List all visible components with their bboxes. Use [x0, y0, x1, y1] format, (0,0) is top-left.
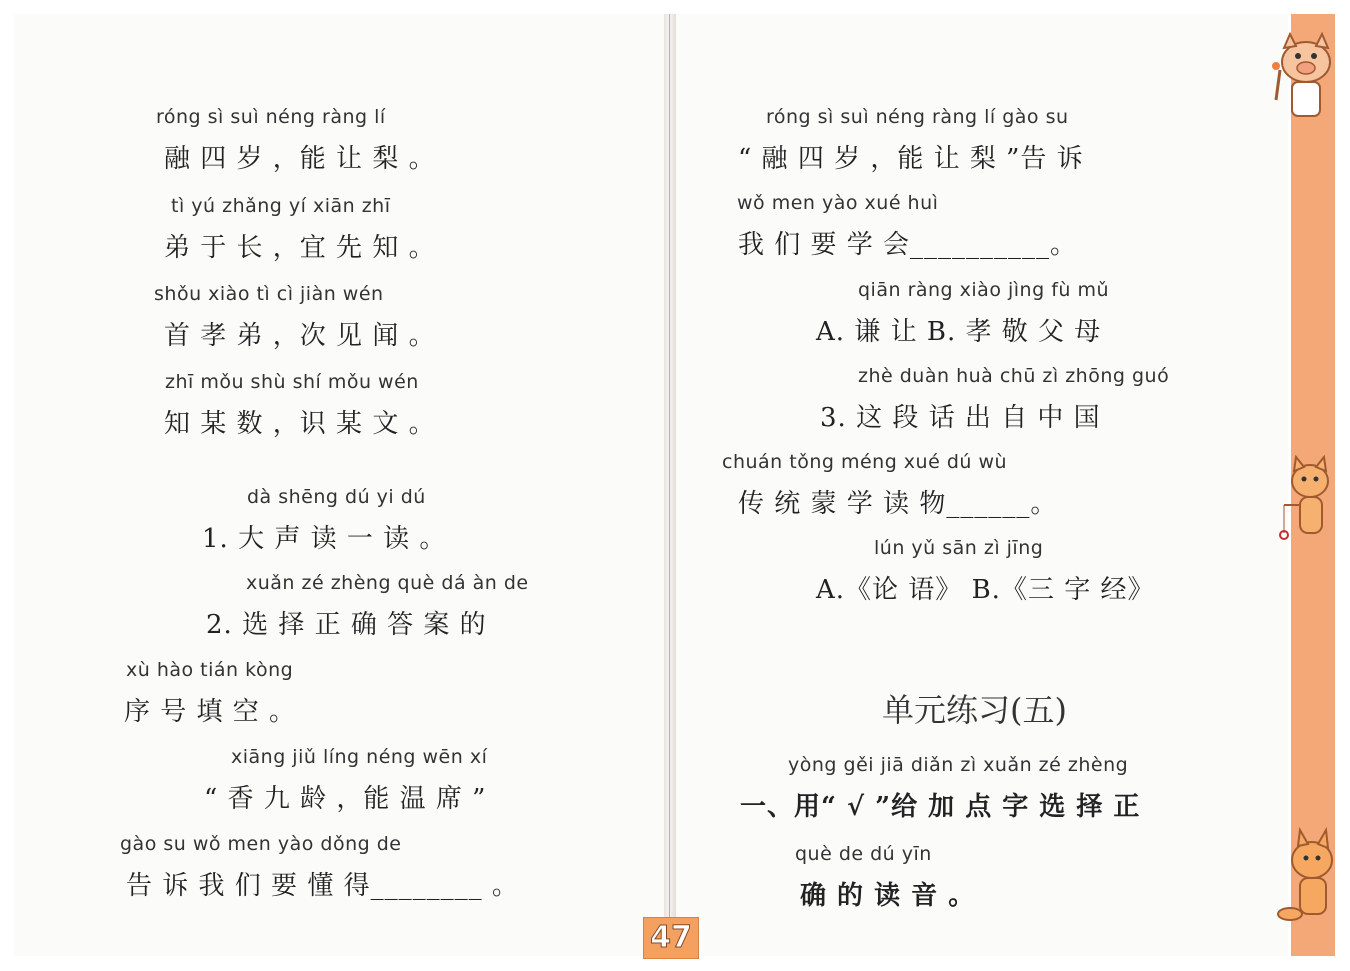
pinyin-line: xù hào tián kòng [126, 659, 294, 681]
section-title: 单元练习(五) [882, 691, 1067, 729]
question-3: 3. 这 段 话 出 自 中 国 [820, 403, 1101, 433]
fox-mascot-icon [1276, 826, 1342, 930]
pig-mascot-icon [1270, 30, 1342, 130]
pinyin-line: què de dú yīn [795, 843, 932, 865]
pinyin-line: gào su wǒ men yào dǒng de [120, 833, 402, 855]
exercise-instruction: 确 的 读 音 。 [800, 881, 976, 911]
hanzi-line: 弟 于 长 ，宜 先 知 。 [164, 233, 436, 263]
pinyin-line: tì yú zhǎng yí xiān zhī [171, 195, 391, 217]
pinyin-line: shǒu xiào tì cì jiàn wén [154, 283, 384, 305]
pinyin-line: róng sì suì néng ràng lí gào su [766, 106, 1069, 128]
choice-line: A.《论 语》 B.《三 字 经》 [816, 575, 1155, 605]
hanzi-line: 序 号 填 空 。 [124, 697, 297, 727]
cat-yoyo-mascot-icon [1278, 455, 1340, 555]
pinyin-line: zhè duàn huà chū zì zhōng guó [858, 365, 1170, 387]
pinyin-line: róng sì suì néng ràng lí [156, 106, 386, 128]
hanzi-line: “ 融 四 岁 ，能 让 梨 ”告 诉 [738, 144, 1084, 174]
hanzi-line: 融 四 岁 ，能 让 梨 。 [164, 144, 436, 174]
hanzi-line: 告 诉 我 们 要 懂 得________ 。 [126, 871, 519, 901]
book-gutter [664, 14, 676, 956]
hanzi-line: 首 孝 弟 ，次 见 闻 。 [164, 321, 436, 351]
choice-line: A. 谦 让 B. 孝 敬 父 母 [816, 317, 1102, 347]
exercise-instruction: 一、用“ √ ”给 加 点 字 选 择 正 [740, 792, 1141, 822]
pinyin-line: wǒ men yào xué huì [737, 192, 939, 214]
hanzi-line: 传 统 蒙 学 读 物______。 [738, 489, 1058, 519]
hanzi-line: 知 某 数 ，识 某 文 。 [164, 409, 436, 439]
pinyin-line: qiān ràng xiào jìng fù mǔ [858, 279, 1110, 301]
pinyin-line: xiāng jiǔ líng néng wēn xí [231, 746, 488, 768]
pinyin-line: dà shēng dú yi dú [247, 486, 426, 508]
hanzi-line: “ 香 九 龄 ，能 温 席 ” [204, 784, 487, 814]
pinyin-line: lún yǔ sān zì jīng [874, 537, 1044, 559]
question-1: 1. 大 声 读 一 读 。 [202, 524, 447, 554]
page-number: 47 [643, 917, 699, 959]
gutter-line [669, 14, 670, 956]
question-2: 2. 选 择 正 确 答 案 的 [206, 610, 487, 640]
hanzi-line: 我 们 要 学 会__________。 [738, 230, 1078, 260]
pinyin-line: xuǎn zé zhèng què dá àn de [246, 572, 529, 594]
pinyin-line: chuán tǒng méng xué dú wù [722, 451, 1008, 473]
pinyin-line: zhī mǒu shù shí mǒu wén [165, 371, 419, 393]
pinyin-line: yòng gěi jiā diǎn zì xuǎn zé zhèng [788, 754, 1129, 776]
